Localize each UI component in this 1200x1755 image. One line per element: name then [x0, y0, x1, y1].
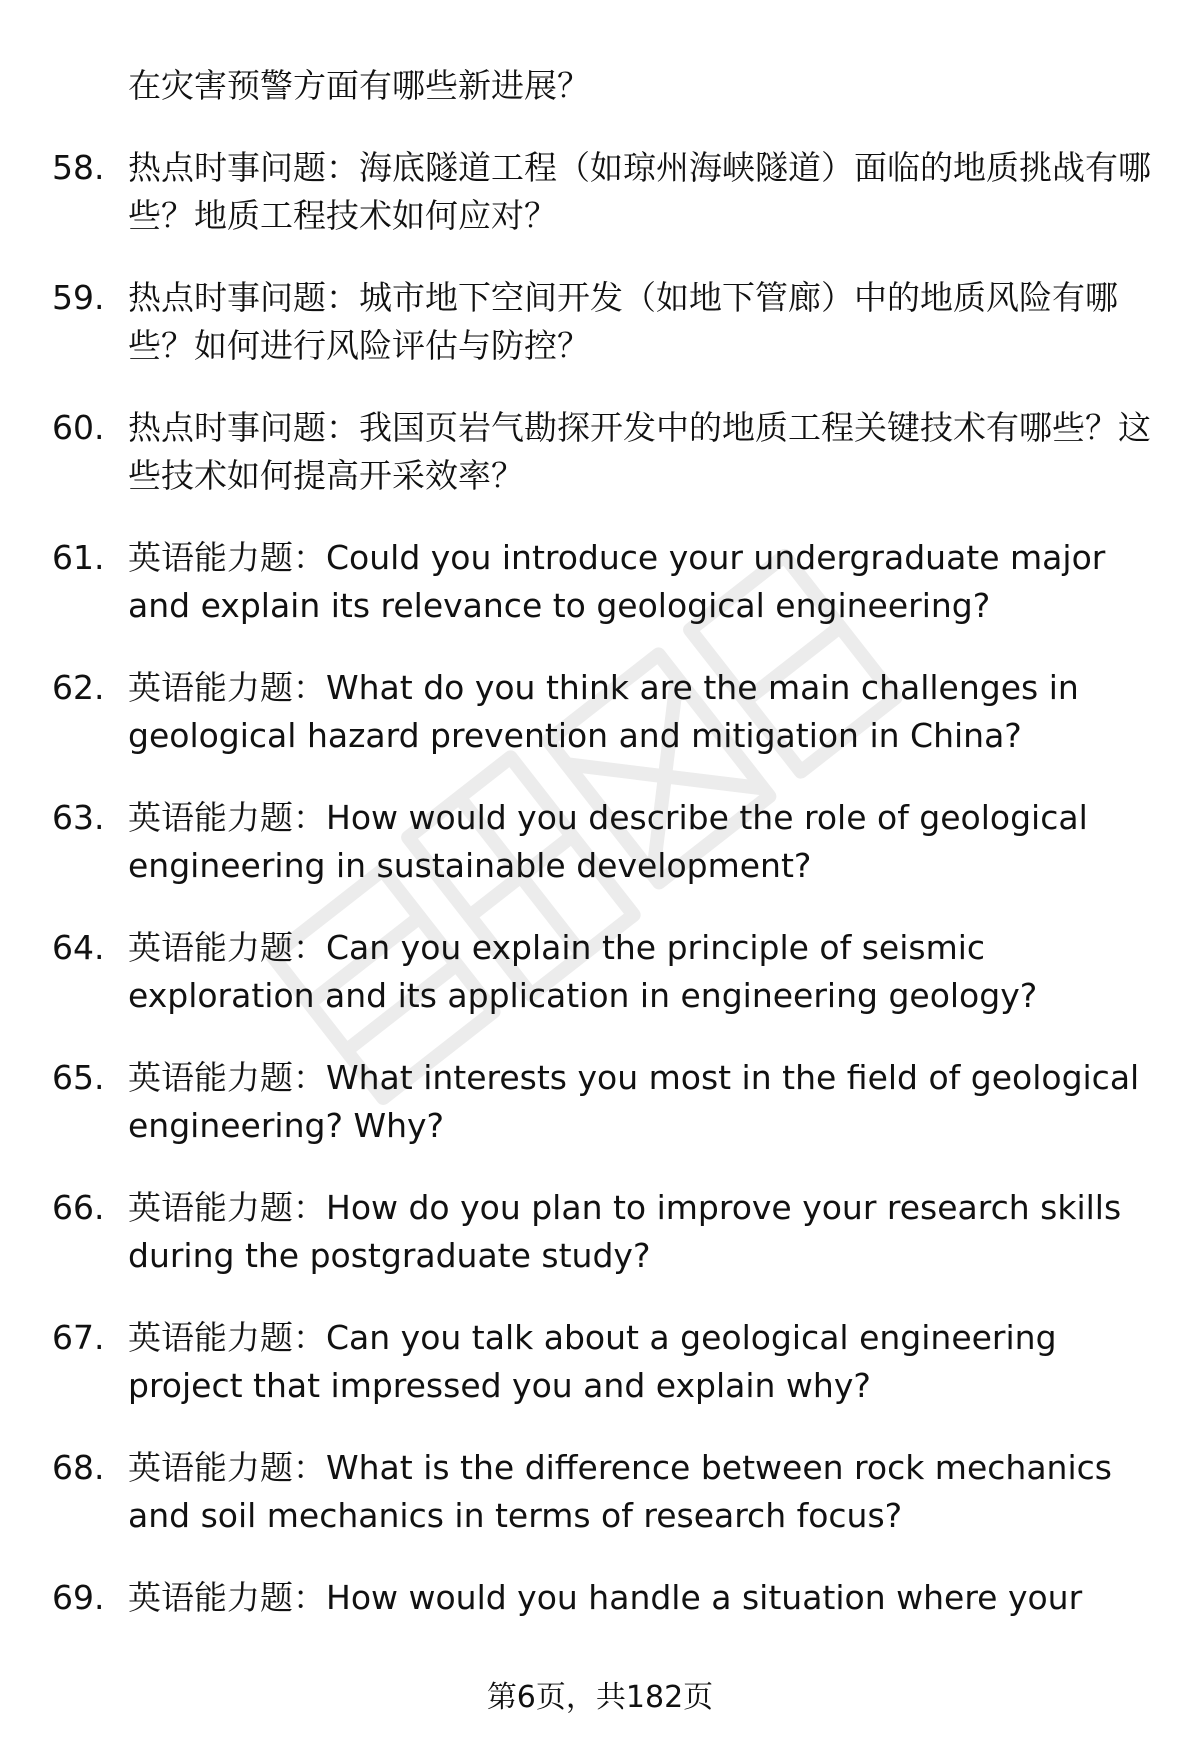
question-text: 热点时事问题：我国页岩气勘探开发中的地质工程关键技术有哪些？这些技术如何提高开采效率？	[128, 408, 1151, 495]
question-item	[52, 664, 1152, 760]
question-text: 热点时事问题：海底隧道工程（如琼州海峡隧道）面临的地质挑战有哪些？地质工程技术如何应对？	[128, 148, 1151, 235]
question-text: 英语能力题：What is the difference between rock mechanics and soil mechanics in terms of research focus?	[128, 1448, 1112, 1535]
question-item	[52, 534, 1152, 630]
question-item	[52, 404, 1152, 500]
content-area	[52, 62, 1152, 1656]
question-number: 61.	[52, 538, 105, 577]
question-number: 67.	[52, 1318, 105, 1357]
question-item	[52, 1444, 1152, 1540]
question-text: 英语能力题：Could you introduce your undergraduate major and explain its relevance to geological engineering?	[128, 538, 1106, 625]
question-item	[52, 1314, 1152, 1410]
question-number: 65.	[52, 1058, 105, 1097]
question-text: 英语能力题：Can you talk about a geological engineering project that impressed you and explain why?	[128, 1318, 1057, 1405]
question-item	[52, 274, 1152, 370]
question-text: 英语能力题：How do you plan to improve your research skills during the postgraduate study?	[128, 1188, 1122, 1275]
question-text: 英语能力题：How would you handle a situation where your	[128, 1578, 1083, 1617]
question-text: 英语能力题：How would you describe the role of geological engineering in sustainable development?	[128, 798, 1088, 885]
question-item	[52, 924, 1152, 1020]
question-number: 62.	[52, 668, 105, 707]
question-number: 58.	[52, 148, 105, 187]
question-text: 英语能力题：Can you explain the principle of seismic exploration and its application in engineering geology?	[128, 928, 1038, 1015]
question-text: 英语能力题：What interests you most in the field of geological engineering? Why?	[128, 1058, 1140, 1145]
question-number: 60.	[52, 408, 105, 447]
question-number: 59.	[52, 278, 105, 317]
question-text: 热点时事问题：城市地下空间开发（如地下管廊）中的地质风险有哪些？如何进行风险评估与防控？	[128, 278, 1118, 365]
question-number: 69.	[52, 1578, 105, 1617]
question-item	[52, 1574, 1152, 1622]
question-item	[52, 1184, 1152, 1280]
page-number-footer: 第6页，共182页	[486, 1680, 714, 1715]
question-item	[52, 794, 1152, 890]
question-item	[52, 1054, 1152, 1150]
question-item	[52, 144, 1152, 240]
question-text: 英语能力题：What do you think are the main challenges in geological hazard prevention and mitigation in China?	[128, 668, 1079, 755]
question-number: 63.	[52, 798, 105, 837]
question-number: 68.	[52, 1448, 105, 1487]
question-number: 66.	[52, 1188, 105, 1227]
question-number: 64.	[52, 928, 105, 967]
question-list	[52, 144, 1152, 1622]
previous-question-continuation: 在灾害预警方面有哪些新进展？	[128, 66, 590, 105]
